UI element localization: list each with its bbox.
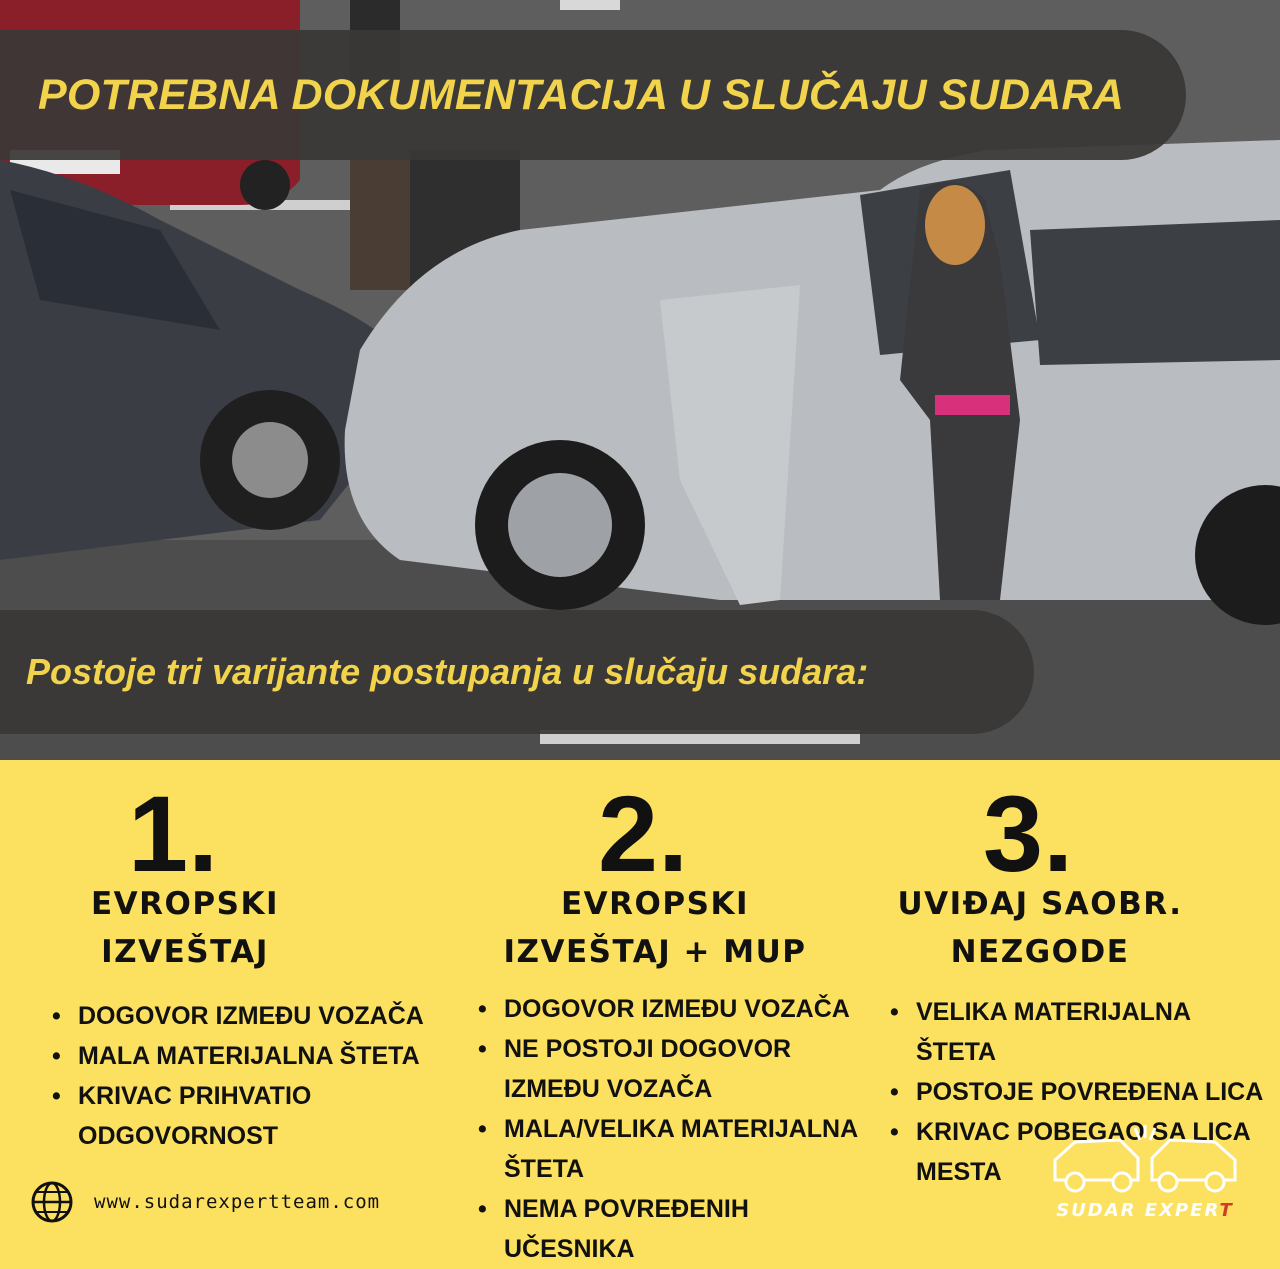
option-3-number: 3. — [983, 773, 1074, 894]
list-item: • KRIVAC PRIHVATIO ODGOVORNOST — [52, 1076, 338, 1156]
option-3-heading-line-1: UVIĐAJ SAOBR. — [897, 886, 1183, 922]
option-1-list — [52, 996, 432, 1156]
page-title — [0, 30, 1186, 160]
list-item: • KRIVAC POBEGAO SA LICA MESTA — [890, 1112, 1256, 1192]
list-item: • POSTOJE POVREĐENA LICA — [890, 1072, 1275, 1112]
option-2-heading — [470, 880, 840, 976]
option-3-heading-line-2: NEZGODE — [950, 934, 1130, 970]
page-title-text: POTREBNA DOKUMENTACIJA U SLUČAJU SUDARA — [38, 70, 1125, 119]
website-url: www.sudarexpertteam.com — [94, 1191, 381, 1213]
option-1-heading — [60, 880, 310, 976]
list-item: • NE POSTOJI DOGOVOR IZMEĐU VOZAČA — [478, 1029, 794, 1109]
option-2-number: 2. — [598, 773, 689, 894]
list-item: • MALA/VELIKA MATERIJALNA ŠTETA — [478, 1109, 864, 1189]
list-item: • DOGOVOR IZMEĐU VOZAČA — [52, 996, 432, 1036]
brand-logo — [1040, 1120, 1250, 1230]
option-1-heading-line-1: EVROPSKI — [91, 886, 279, 922]
subtitle-text: Postoje tri varijante postupanja u slučaju sudara: — [26, 651, 869, 692]
option-2-list — [478, 989, 878, 1269]
subtitle-banner — [0, 610, 1034, 734]
option-2-heading-line-1: EVROPSKI — [561, 886, 749, 922]
brand-name-accent: T — [1219, 1200, 1234, 1221]
list-item: • VELIKA MATERIJALNA ŠTETA — [890, 992, 1275, 1072]
list-item: • DOGOVOR IZMEĐU VOZAČA — [478, 989, 878, 1029]
list-item: • NEMA POVREĐENIH UČESNIKA — [478, 1189, 878, 1269]
car-crash-icon — [1040, 1120, 1250, 1200]
list-item: • MALA MATERIJALNA ŠTETA — [52, 1036, 432, 1076]
option-2-heading-line-2: IZVEŠTAJ + MUP — [503, 934, 807, 970]
website-link[interactable] — [30, 1180, 380, 1224]
brand-name-main: SUDAR EXPER — [1056, 1200, 1220, 1221]
option-3-heading — [860, 880, 1220, 976]
globe-icon — [30, 1180, 74, 1224]
brand-name — [1040, 1200, 1250, 1221]
option-1-heading-line-2: IZVEŠTAJ — [101, 934, 269, 970]
option-1-number: 1. — [128, 773, 219, 894]
